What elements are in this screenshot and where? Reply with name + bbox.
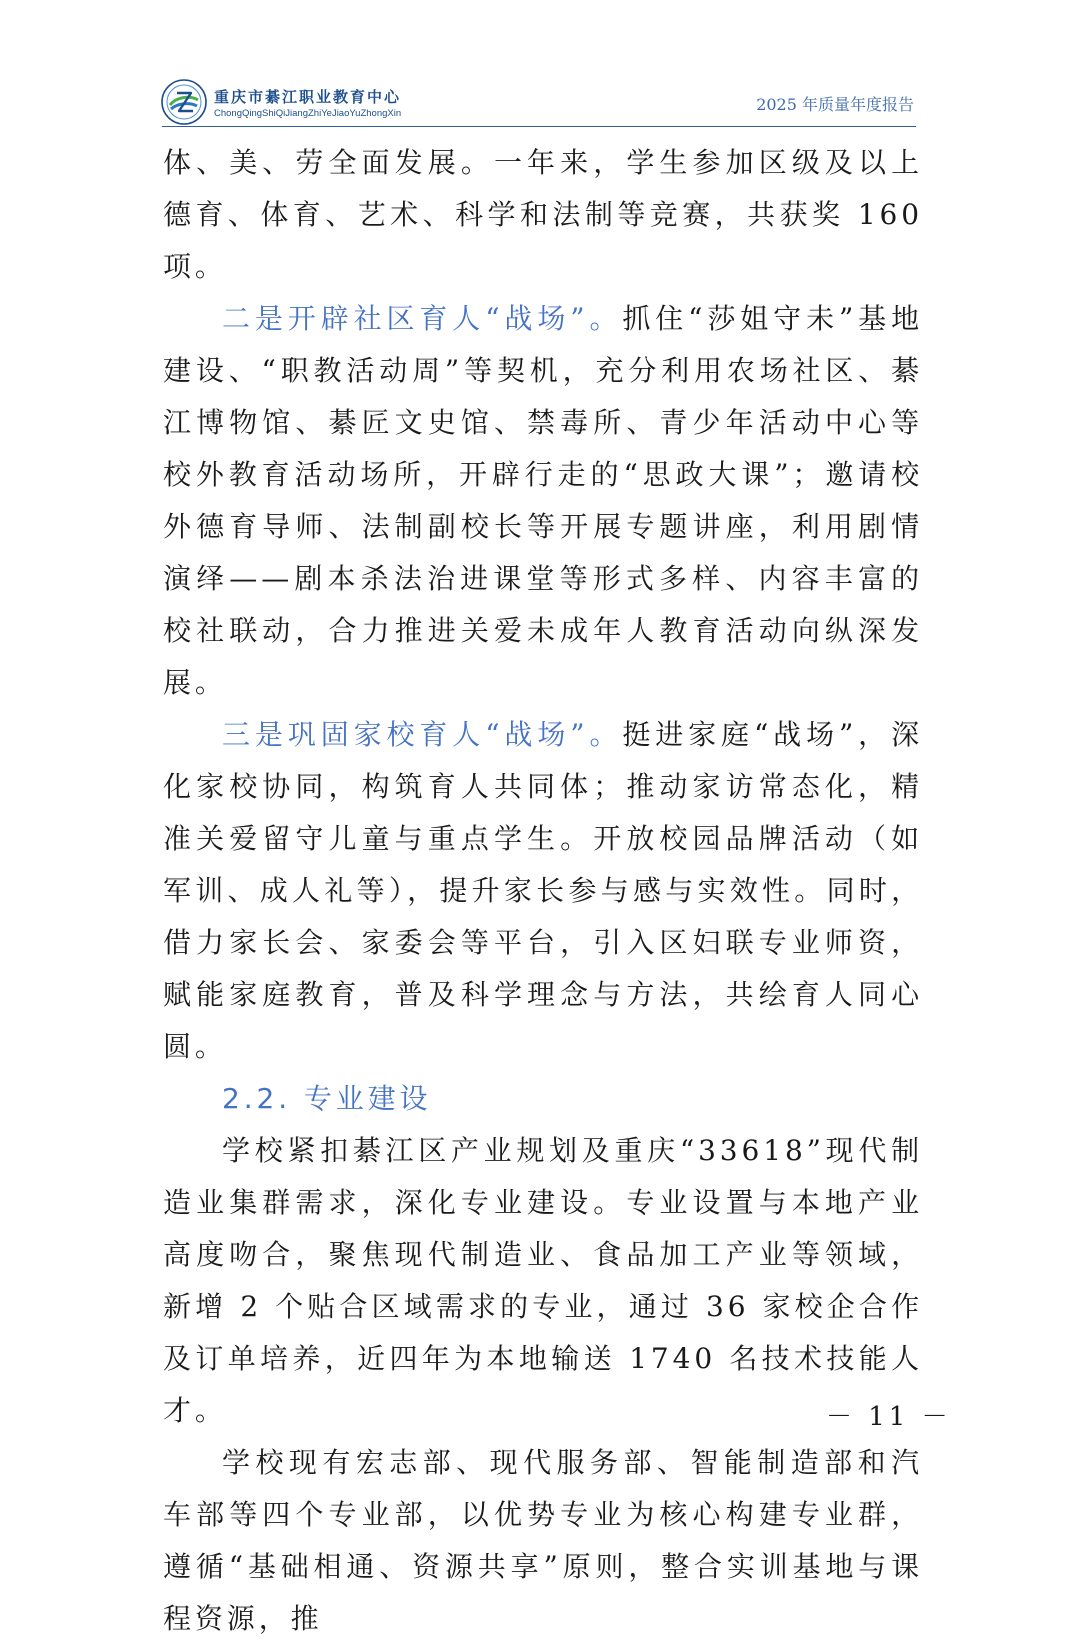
- paragraph-lead-family: 三是巩固家校育人“战场”。: [222, 718, 623, 751]
- page-number: － 11 －: [826, 1402, 952, 1432]
- paragraph-lead-community: 二是开辟社区育人“战场”。: [222, 302, 623, 335]
- paragraph-specialty-alignment: 学校紧扣綦江区产业规划及重庆“33618”现代制造业集群需求，深化专业建设。专业设置与本地产业高度吻合，聚焦现代制造业、食品加工产业等领域，新增 2 个贴合区域需求的专业，通过 36 家校企合作及订单培养，近四年为本地输送 1740 名技术技能人才。: [163, 1134, 923, 1427]
- paragraph-specialty-departments: 学校现有宏志部、现代服务部、智能制造部和汽车部等四个专业部，以优势专业为核心构建专业群，遵循“基础相通、资源共享”原则，整合实训基地与课程资源，推: [163, 1446, 923, 1635]
- paragraph-text-family: 挺进家庭“战场”，深化家校协同，构筑育人共同体；推动家访常态化，精准关爱留守儿童与重点学生。开放校园品牌活动（如军训、成人礼等），提升家长参与感与实效性。同时，借力家长会、家委会等平台，引入区妇联专业师资，赋能家庭教育，普及科学理念与方法，共绘育人同心圆。: [163, 718, 923, 1063]
- page-body: [163, 137, 923, 1645]
- school-name: 重庆市綦江职业教育中心: [214, 88, 402, 106]
- page-header: [160, 74, 916, 126]
- paragraph-community: [163, 293, 923, 709]
- paragraph-family: [163, 709, 923, 1073]
- header-divider: [162, 126, 916, 127]
- school-name-pinyin: ChongQingShiQiJiangZhiYeJiaoYuZhongXin: [214, 108, 402, 119]
- paragraph-text-community: 抓住“莎姐守未”基地建设、“职教活动周”等契机，充分利用农场社区、綦江博物馆、綦匠文史馆、禁毒所、青少年活动中心等校外教育活动场所，开辟行走的“思政大课”；邀请校外德育导师、法制副校长等开展专题讲座，利用剧情演绎——剧本杀法治进课堂等形式多样、内容丰富的校社联动，合力推进关爱未成年人教育活动向纵深发展。: [163, 302, 923, 699]
- report-title: 2025 年质量年度报告: [756, 95, 914, 114]
- section-heading: 2.2. 专业建设: [222, 1082, 432, 1115]
- school-logo-icon: [160, 78, 208, 126]
- paragraph-continuation: 体、美、劳全面发展。一年来，学生参加区级及以上德育、体育、艺术、科学和法制等竞赛，共获奖 160 项。: [163, 146, 923, 283]
